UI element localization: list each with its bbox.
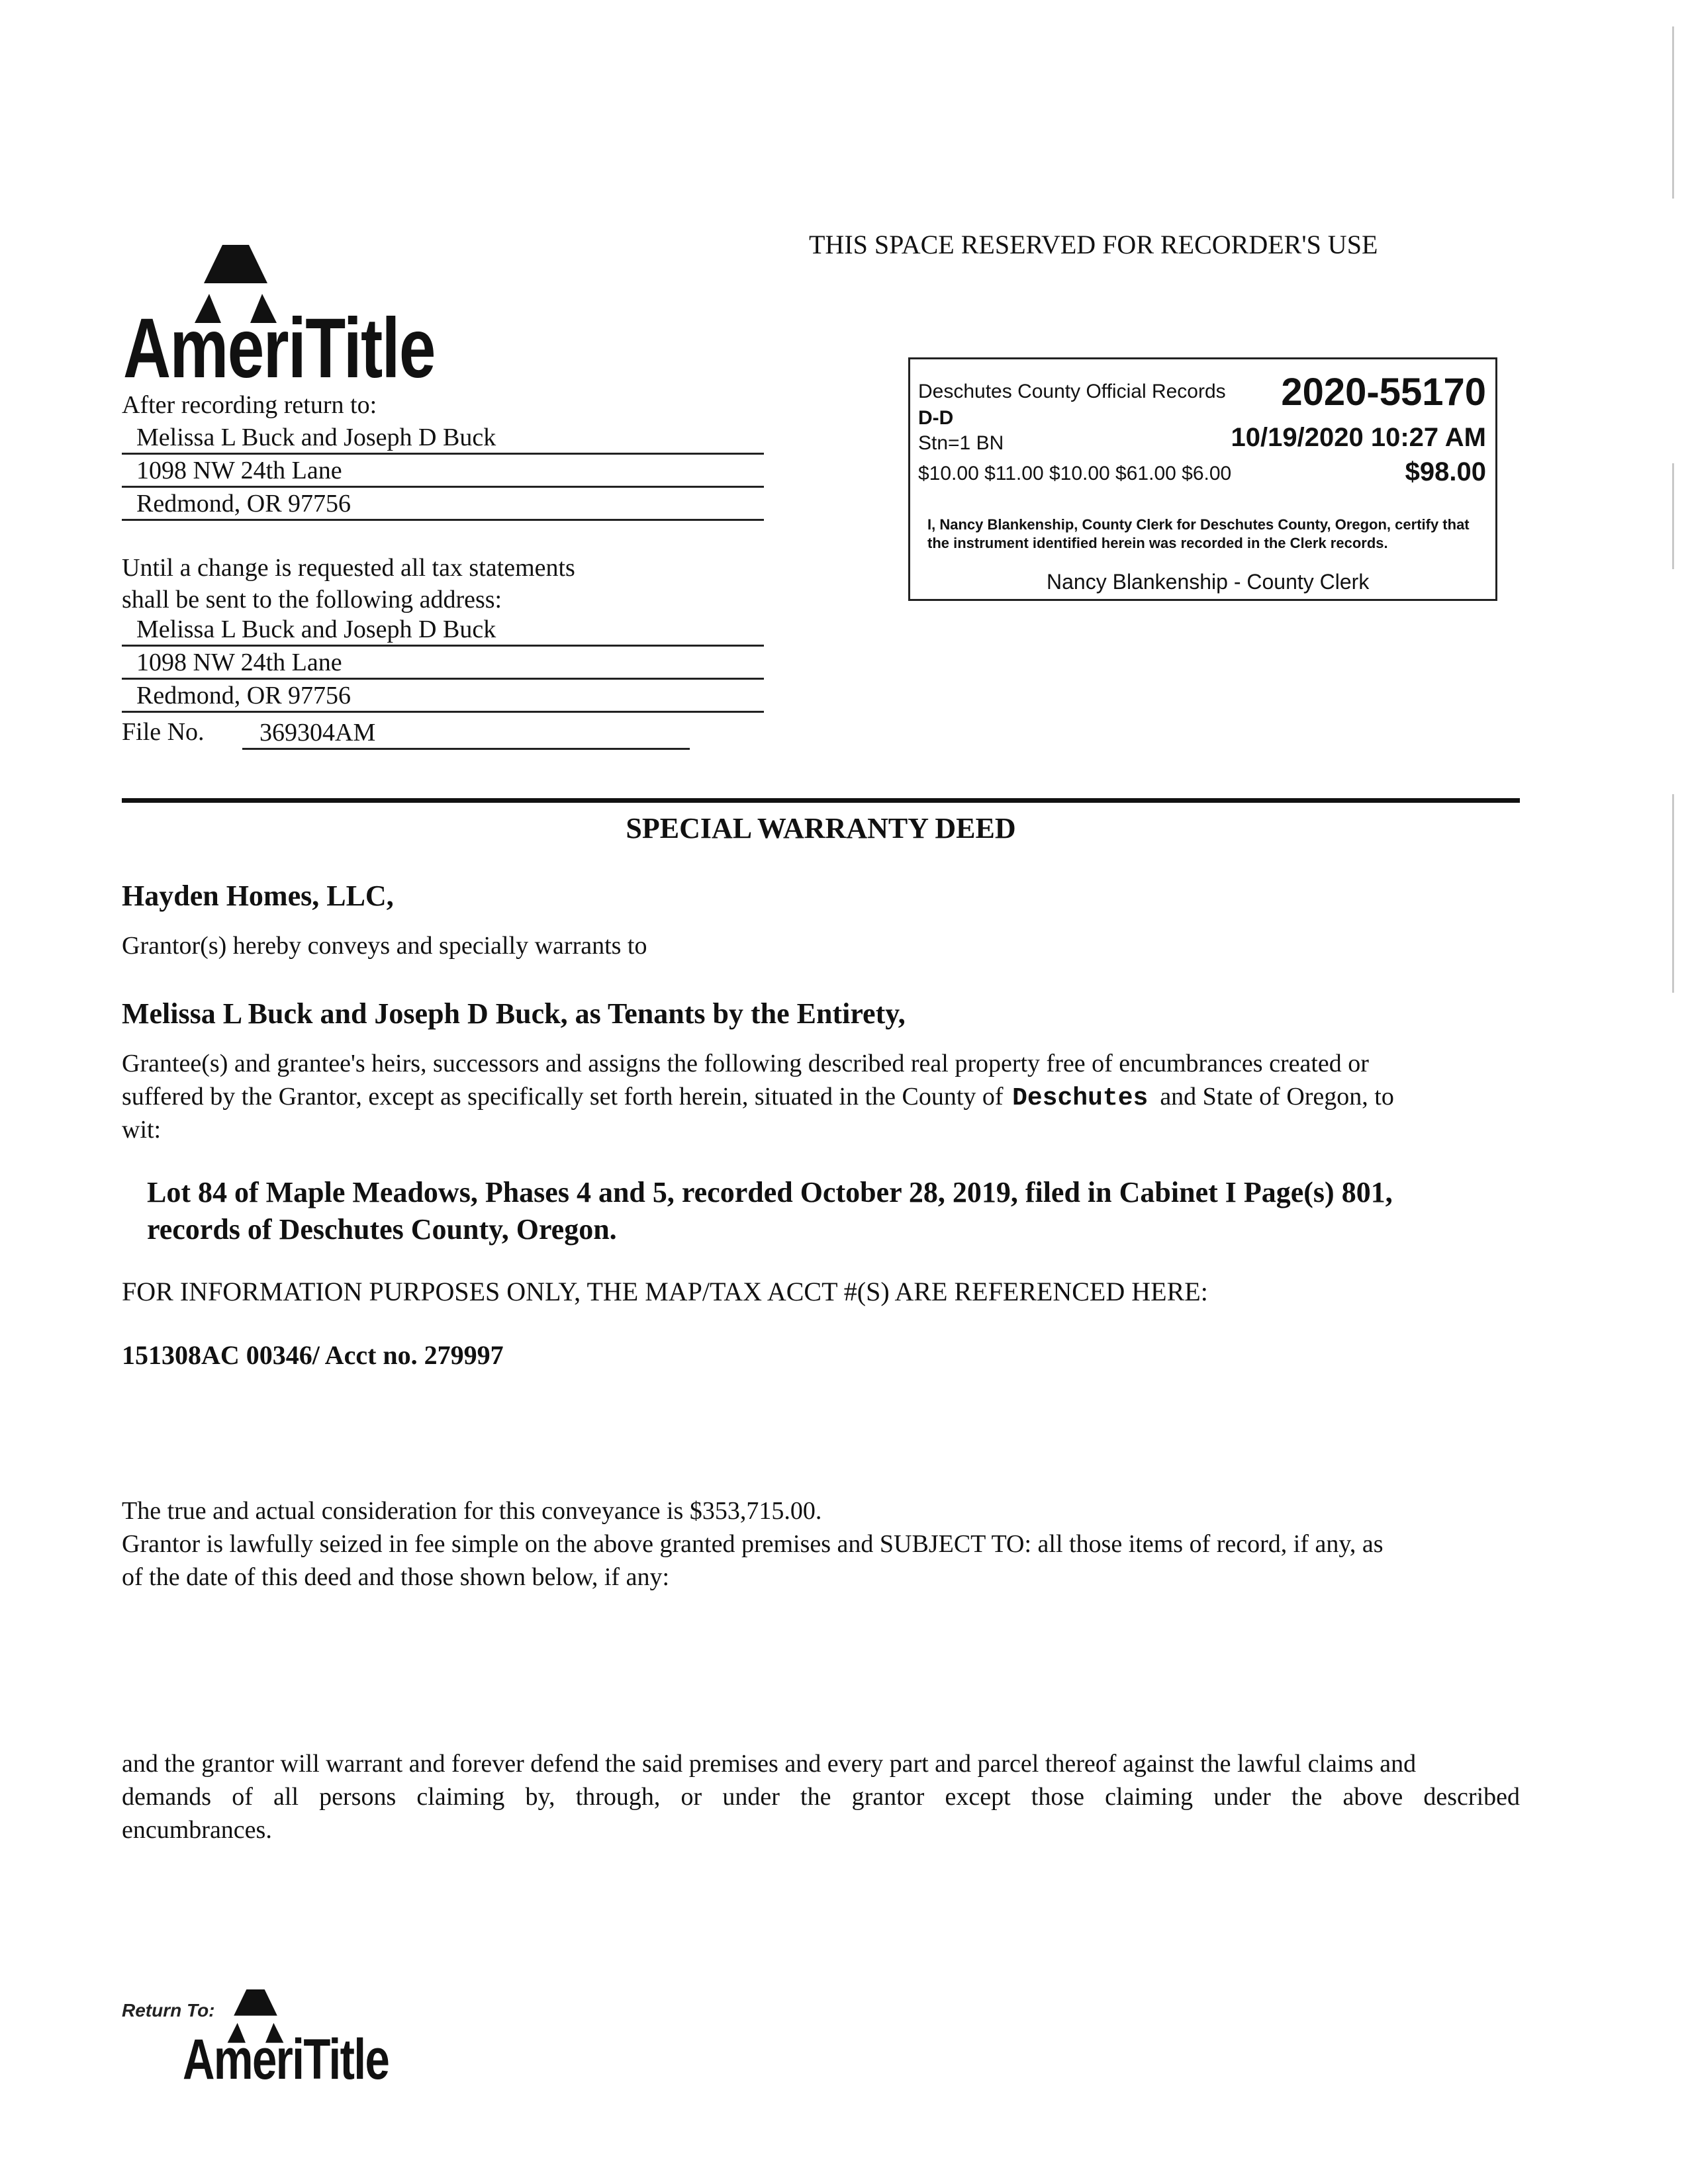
return-to-line: Melissa L Buck and Joseph D Buck (122, 422, 764, 455)
file-no-label: File No. (122, 718, 205, 746)
file-no-value: 369304AM (242, 717, 690, 750)
warranty-clause: encumbrances. (122, 1816, 272, 1844)
recording-datetime: 10/19/2020 10:27 AM (1231, 423, 1486, 452)
warranty-clause: demands of all persons claiming by, through, or under the grantor except those claiming under the above described (122, 1783, 1520, 1811)
recording-type: D-D (918, 407, 954, 429)
return-to-line: 1098 NW 24th Lane (122, 455, 764, 488)
grantee-clause: wit: (122, 1116, 162, 1144)
deed-title: SPECIAL WARRANTY DEED (626, 812, 1016, 844)
subject-to-clause: of the date of this deed and those shown below, if any: (122, 1563, 670, 1591)
logo-wordmark: AmeriTitle (123, 301, 435, 396)
scan-artifact (1672, 26, 1674, 199)
recording-total: $98.00 (1405, 457, 1486, 486)
tax-statement-heading: Until a change is requested all tax statements (122, 554, 575, 582)
recording-office: Deschutes County Official Records (918, 381, 1226, 402)
warranty-clause: and the grantor will warrant and forever defend the said premises and every part and parcel thereof against the lawful claims and (122, 1750, 1417, 1778)
legal-description: records of Deschutes County, Oregon. (147, 1213, 617, 1246)
footer-return-to: Return To: (122, 2000, 215, 2021)
scan-artifact (1672, 794, 1674, 993)
county-name: Deschutes (1012, 1084, 1149, 1113)
logo-wordmark: AmeriTitle (183, 2028, 389, 2091)
tax-address-line: Melissa L Buck and Joseph D Buck (122, 614, 764, 647)
consideration-statement: The true and actual consideration for this conveyance is $353,715.00. (122, 1497, 822, 1525)
info-purposes-note: FOR INFORMATION PURPOSES ONLY, THE MAP/TAX ACCT #(S) ARE REFERENCED HERE: (122, 1277, 1208, 1306)
legal-description: Lot 84 of Maple Meadows, Phases 4 and 5, recorded October 28, 2019, filed in Cabinet I Page(s) 801, (147, 1176, 1393, 1208)
recording-station: Stn=1 BN (918, 432, 1004, 454)
scan-artifact (1672, 463, 1674, 569)
tax-address-line: Redmond, OR 97756 (122, 680, 764, 713)
conveyance-clause: Grantor(s) hereby conveys and specially warrants to (122, 932, 647, 960)
tax-account-number: 151308AC 00346/ Acct no. 279997 (122, 1340, 504, 1370)
grantee-clause: Grantee(s) and grantee's heirs, successors and assigns the following described real property free of encumbrances created or (122, 1050, 1369, 1077)
ameritile-logo (123, 245, 467, 396)
footer-ameritile-logo (183, 1989, 408, 2089)
grantee-name: Melissa L Buck and Joseph D Buck, as Tenants by the Entirety, (122, 997, 906, 1030)
subject-to-clause: Grantor is lawfully seized in fee simple on the above granted premises and SUBJECT TO: all those items of record, if any, as (122, 1530, 1383, 1558)
return-to-line: Redmond, OR 97756 (122, 488, 764, 521)
recording-stamp (908, 357, 1497, 601)
recording-certification: I, Nancy Blankenship, County Clerk for Deschutes County, Oregon, certify that the instrument identified herein was recorded in the Clerk records. (927, 516, 1470, 551)
tax-address-line: 1098 NW 24th Lane (122, 647, 764, 680)
section-divider (122, 798, 1520, 803)
recording-number: 2020-55170 (1281, 371, 1486, 414)
grantor-name: Hayden Homes, LLC, (122, 880, 394, 912)
tax-statement-heading: shall be sent to the following address: (122, 586, 502, 614)
return-to-heading: After recording return to: (122, 391, 377, 419)
recorder-reserved-note: THIS SPACE RESERVED FOR RECORDER'S USE (809, 230, 1378, 259)
grantee-clause: suffered by the Grantor, except as specifically set forth herein, situated in the County of Deschutes and State of Oregon, to (122, 1083, 1394, 1113)
county-clerk-name: Nancy Blankenship - County Clerk (1047, 570, 1370, 594)
recording-fees: $10.00 $11.00 $10.00 $61.00 $6.00 (918, 463, 1232, 484)
